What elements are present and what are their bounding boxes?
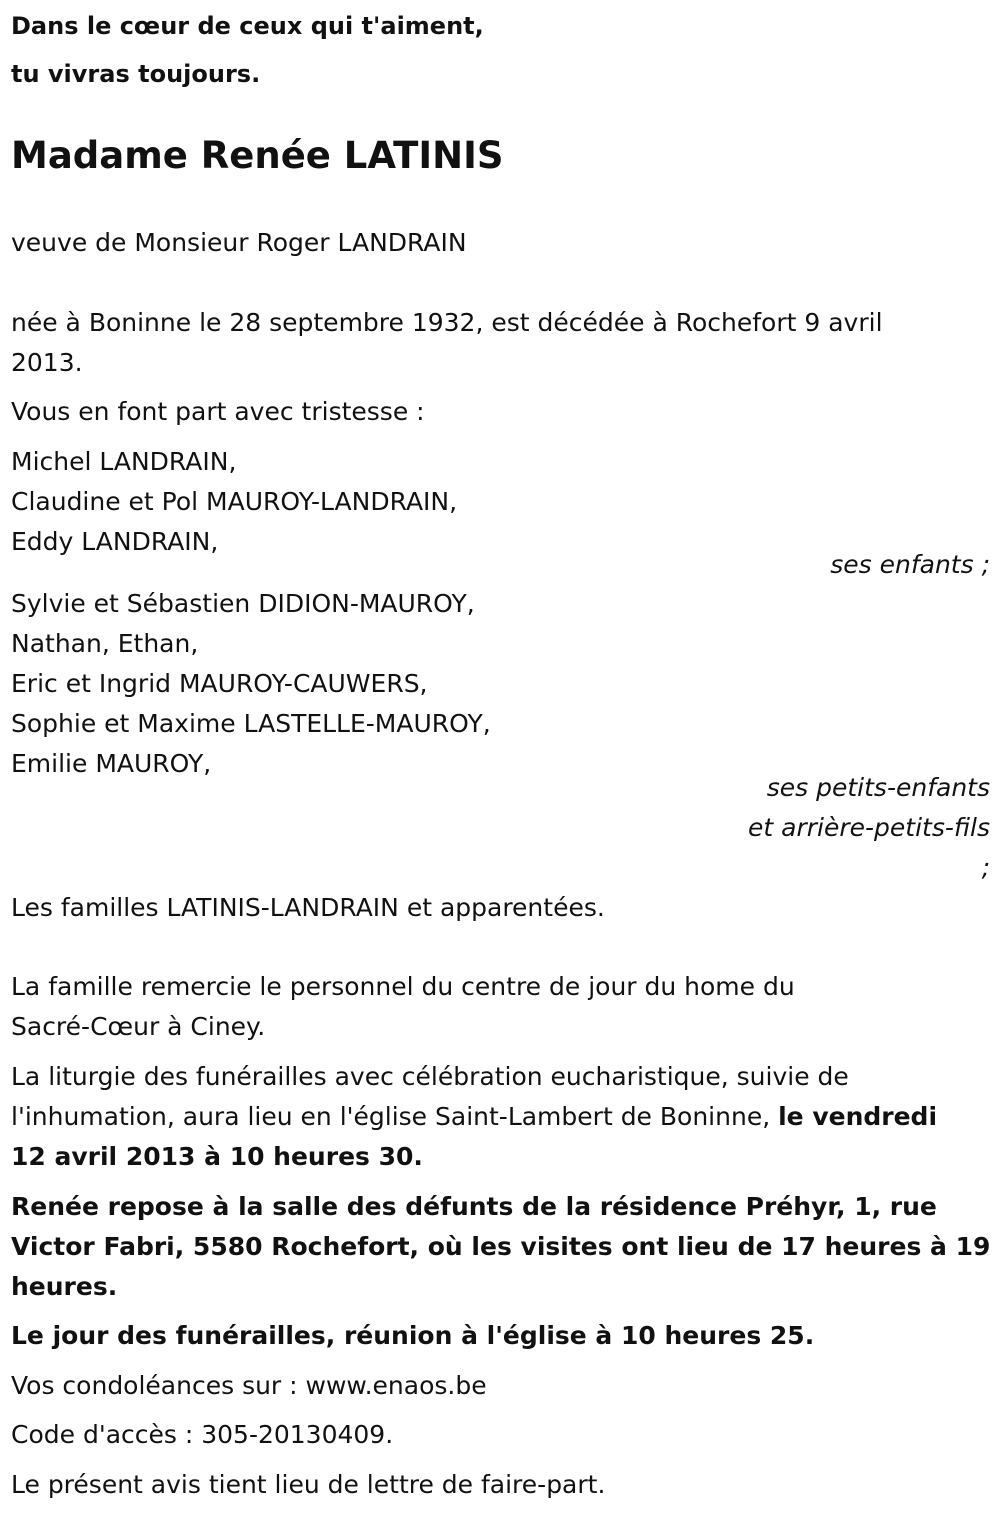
liturgy-line: [11, 1097, 991, 1137]
thanks-line: La famille remercie le personnel du centre de jour du home du: [11, 972, 795, 1001]
liturgy-time: 12 avril 2013 à 10 heures 30.: [11, 1142, 423, 1171]
list-item: Eric et Ingrid MAUROY-CAUWERS,: [11, 669, 428, 698]
liturgy-text: l'inhumation, aura lieu en l'église Saint-Lambert de Boninne,: [11, 1102, 779, 1131]
epigraph: [11, 2, 991, 98]
meeting-line: Le jour des funérailles, réunion à l'église à 10 heures 25.: [11, 1321, 815, 1350]
liturgy-paragraph: [11, 1057, 991, 1177]
families-line: Les familles LATINIS-LANDRAIN et apparentées.: [11, 893, 605, 922]
condolences-line: Vos condoléances sur : www.enaos.be: [11, 1371, 487, 1400]
children-label: ses enfants ;: [830, 550, 990, 579]
grandchildren-label-line: et arrière-petits-fils: [748, 813, 990, 842]
grandchildren-label: [748, 768, 990, 888]
list-item: Michel LANDRAIN,: [11, 447, 237, 476]
grandchildren-label-line: ses petits-enfants: [766, 773, 990, 802]
deceased-name: Madame Renée LATINIS: [11, 134, 504, 177]
repose-line: Renée repose à la salle des défunts de la résidence Préhyr, 1, rue: [11, 1192, 937, 1221]
grandchildren-label-line: ;: [981, 853, 990, 882]
epigraph-line: Dans le cœur de ceux qui t'aiment,: [11, 12, 484, 40]
birth-death-line: née à Boninne le 28 septembre 1932, est décédée à Rochefort 9 avril: [11, 308, 883, 337]
list-item: Eddy LANDRAIN,: [11, 527, 219, 556]
birth-death-paragraph: [11, 303, 991, 383]
list-item: Emilie MAUROY,: [11, 749, 212, 778]
list-item: Nathan, Ethan,: [11, 629, 199, 658]
thanks-paragraph: [11, 967, 991, 1047]
list-item: Claudine et Pol MAUROY-LANDRAIN,: [11, 487, 458, 516]
birth-death-line: 2013.: [11, 348, 83, 377]
repose-line: heures.: [11, 1272, 118, 1301]
repose-paragraph: [11, 1187, 991, 1307]
intro-line: Vous en font part avec tristesse :: [11, 397, 425, 426]
closing-line: Le présent avis tient lieu de lettre de faire-part.: [11, 1470, 606, 1499]
access-code-line: Code d'accès : 305-20130409.: [11, 1420, 394, 1449]
list-item: Sophie et Maxime LASTELLE-MAUROY,: [11, 709, 491, 738]
widow-line: veuve de Monsieur Roger LANDRAIN: [11, 228, 467, 257]
epigraph-line: tu vivras toujours.: [11, 60, 261, 88]
list-item: Sylvie et Sébastien DIDION-MAUROY,: [11, 589, 475, 618]
liturgy-line: La liturgie des funérailles avec célébration eucharistique, suivie de: [11, 1062, 849, 1091]
children-list: [11, 442, 991, 562]
thanks-line: Sacré-Cœur à Ciney.: [11, 1012, 266, 1041]
liturgy-date: le vendredi: [778, 1102, 938, 1131]
grandchildren-list: [11, 584, 991, 784]
repose-line: Victor Fabri, 5580 Rochefort, où les visites ont lieu de 17 heures à 19: [11, 1232, 991, 1261]
